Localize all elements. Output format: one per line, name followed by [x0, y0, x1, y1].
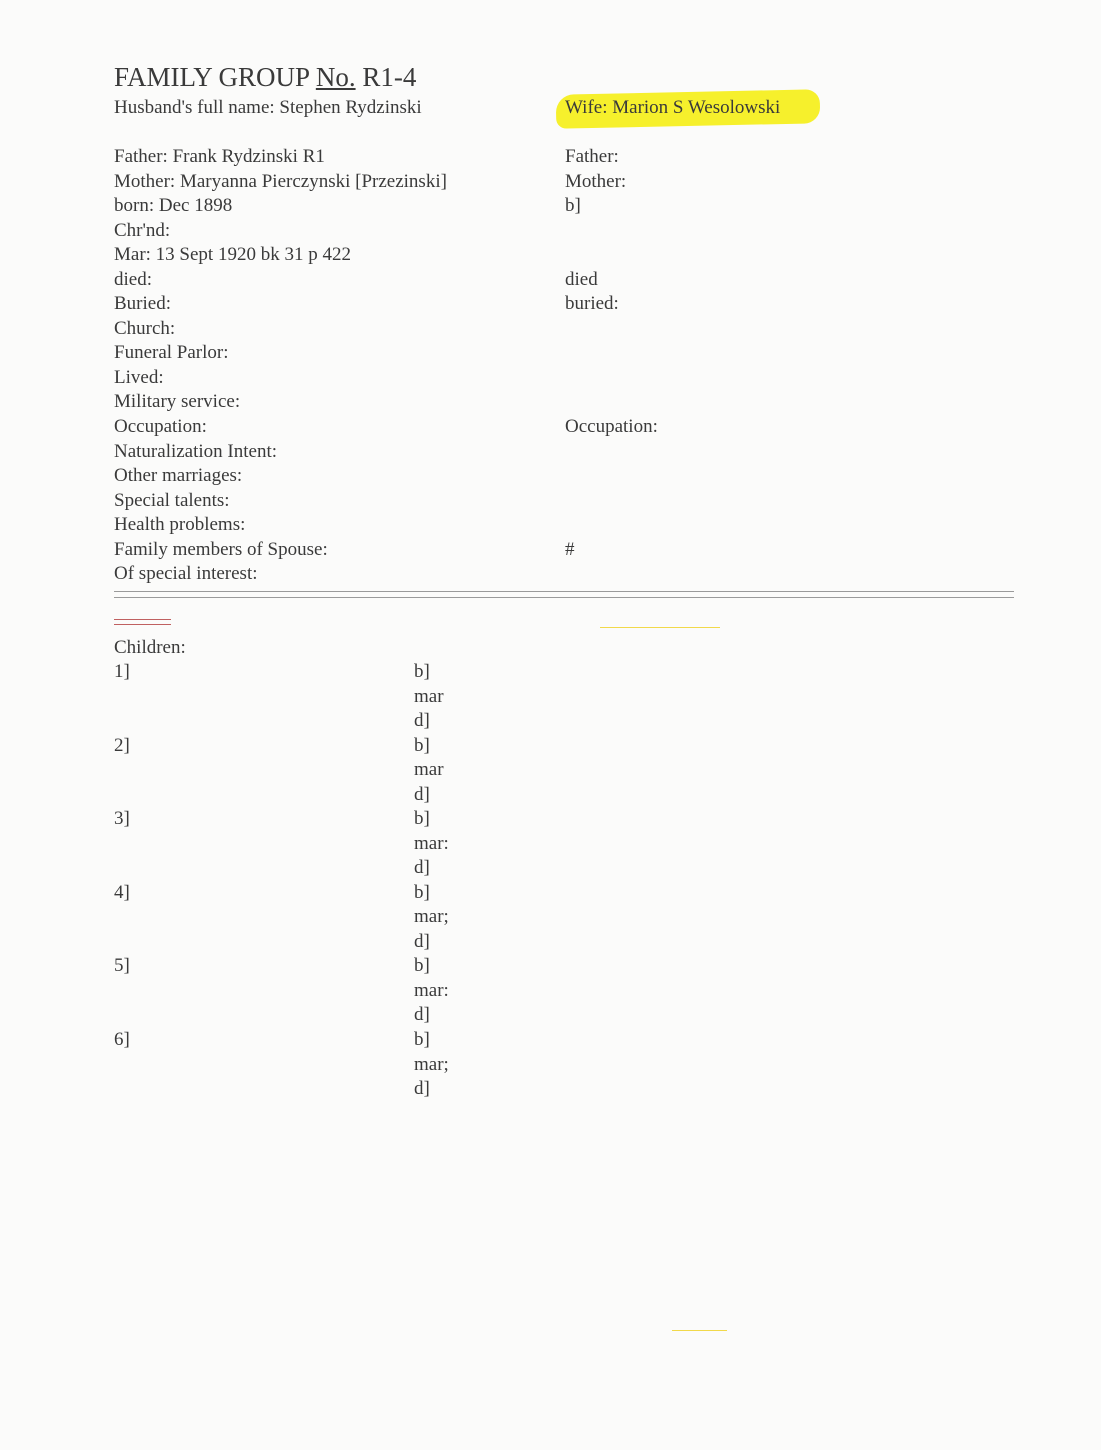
husband-special-interest: Of special interest: [114, 563, 258, 584]
husband-naturalization: Naturalization Intent: [114, 441, 278, 462]
husband-mother: Mother: Maryanna Pierczynski [Przezinski] [114, 171, 447, 192]
child-born: b] [414, 734, 430, 756]
husband-died: died: [114, 269, 152, 290]
child-number: 3] [114, 808, 130, 830]
child-born: b] [414, 661, 430, 682]
child-number: 6] [114, 1029, 130, 1050]
husband-spouse-family: Family members of Spouse: [114, 539, 328, 560]
husband-married: Mar: 13 Sept 1920 bk 31 p 422 [114, 244, 351, 265]
child-married: mar; [414, 906, 449, 928]
wife-mother: Mother: [565, 171, 627, 192]
wife-name: Wife: Marion S Wesolowski [565, 97, 781, 118]
husband-christened: Chr'nd: [114, 220, 171, 241]
child-number: 1] [114, 661, 130, 682]
husband-talents: Special talents: [114, 490, 230, 511]
child-married: mar: [414, 832, 449, 854]
child-died: d] [414, 710, 430, 731]
husband-born: born: Dec 1898 [114, 195, 233, 216]
husband-name: Husband's full name: Stephen Rydzinski [114, 97, 422, 118]
child-married: mar: [414, 979, 449, 1001]
wife-died: died [565, 269, 598, 290]
husband-health: Health problems: [114, 514, 246, 535]
wife-spouse-family: # [565, 539, 575, 560]
child-number: 2] [114, 734, 130, 756]
child-died: d] [414, 1004, 430, 1026]
child-died: d] [414, 857, 430, 879]
wife-born: b] [565, 195, 581, 216]
child-born: b] [414, 881, 430, 903]
yellow-underline-mark [600, 627, 720, 628]
husband-father: Father: Frank Rydzinski R1 [114, 146, 325, 167]
children-label: Children: [114, 637, 186, 658]
wife-father: Father: [565, 146, 619, 167]
page-title [114, 60, 416, 94]
child-died: d] [414, 783, 430, 805]
double-rule-divider [114, 591, 1014, 598]
child-died: d] [414, 930, 430, 952]
child-married: mar [414, 759, 444, 781]
husband-other-marriages: Other marriages: [114, 465, 243, 486]
husband-occupation: Occupation: [114, 416, 207, 437]
wife-buried: buried: [565, 293, 619, 314]
child-married: mar [414, 685, 444, 707]
child-born: b] [414, 1029, 430, 1050]
child-born: b] [414, 955, 430, 977]
title-prefix: FAMILY GROUP [114, 62, 316, 92]
child-born: b] [414, 808, 430, 830]
husband-church: Church: [114, 318, 176, 339]
wife-occupation: Occupation: [565, 416, 658, 437]
husband-funeral-parlor: Funeral Parlor: [114, 342, 229, 363]
child-married: mar; [414, 1053, 449, 1075]
title-id: R1-4 [355, 62, 417, 92]
husband-military: Military service: [114, 391, 241, 412]
husband-buried: Buried: [114, 293, 171, 314]
short-double-rule [114, 619, 171, 625]
child-number: 5] [114, 955, 130, 977]
title-number-label: No. [315, 62, 356, 92]
child-number: 4] [114, 881, 130, 903]
husband-lived: Lived: [114, 367, 164, 388]
child-died: d] [414, 1078, 430, 1099]
yellow-underline-mark-bottom [672, 1330, 727, 1331]
